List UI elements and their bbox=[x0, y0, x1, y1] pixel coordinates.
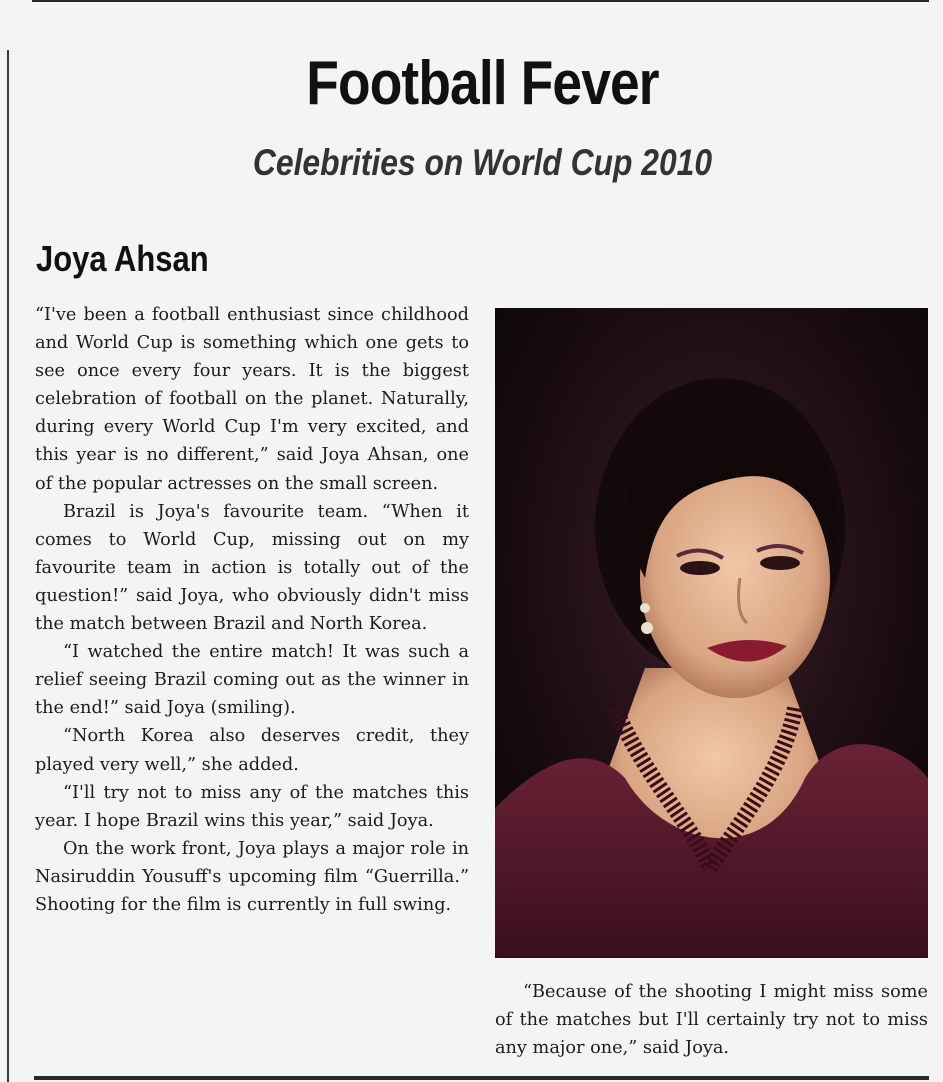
portrait-illustration bbox=[495, 308, 928, 958]
subheadline: Celebrities on World Cup 2010 bbox=[252, 142, 713, 183]
paragraph: “I'll try not to miss any of the matches this year. I hope Brazil wins this year,” said Joya. bbox=[35, 782, 469, 831]
paragraph: Brazil is Joya's favourite team. “When it comes to World Cup, missing out on my favourite team in action is totally out of the question!” said Joya, who obviously didn't miss the match between Brazil and North Korea. bbox=[35, 501, 469, 635]
headline: Football Fever bbox=[306, 49, 659, 118]
top-rule bbox=[32, 0, 929, 2]
paragraph: “North Korea also deserves credit, they played very well,” she added. bbox=[35, 726, 469, 775]
portrait-photo bbox=[495, 308, 928, 958]
left-column-rule bbox=[7, 50, 9, 1082]
paragraph: On the work front, Joya plays a major role in Nasiruddin Yousuff's upcoming film “Guerrilla.” Shooting for the film is currently in full swing. bbox=[35, 838, 469, 915]
section-name: Joya Ahsan bbox=[36, 238, 209, 279]
paragraph: “I've been a football enthusiast since childhood and World Cup is something which one gets to see once every four years. It is the biggest celebration of football on the planet. Naturally, during every World Cup I'm very excited, and this year is no different,” said Joya Ahsan, one of the popular actresses on the small screen. bbox=[35, 305, 469, 494]
photo-caption: “Because of the shooting I might miss some of the matches but I'll certainly try not to miss any major one,” said Joya. bbox=[495, 982, 928, 1059]
paragraph: “I watched the entire match! It was such a relief seeing Brazil coming out as the winner in the end!” said Joya (smiling). bbox=[35, 642, 469, 719]
bottom-rule bbox=[34, 1076, 929, 1080]
article-body bbox=[35, 301, 469, 919]
